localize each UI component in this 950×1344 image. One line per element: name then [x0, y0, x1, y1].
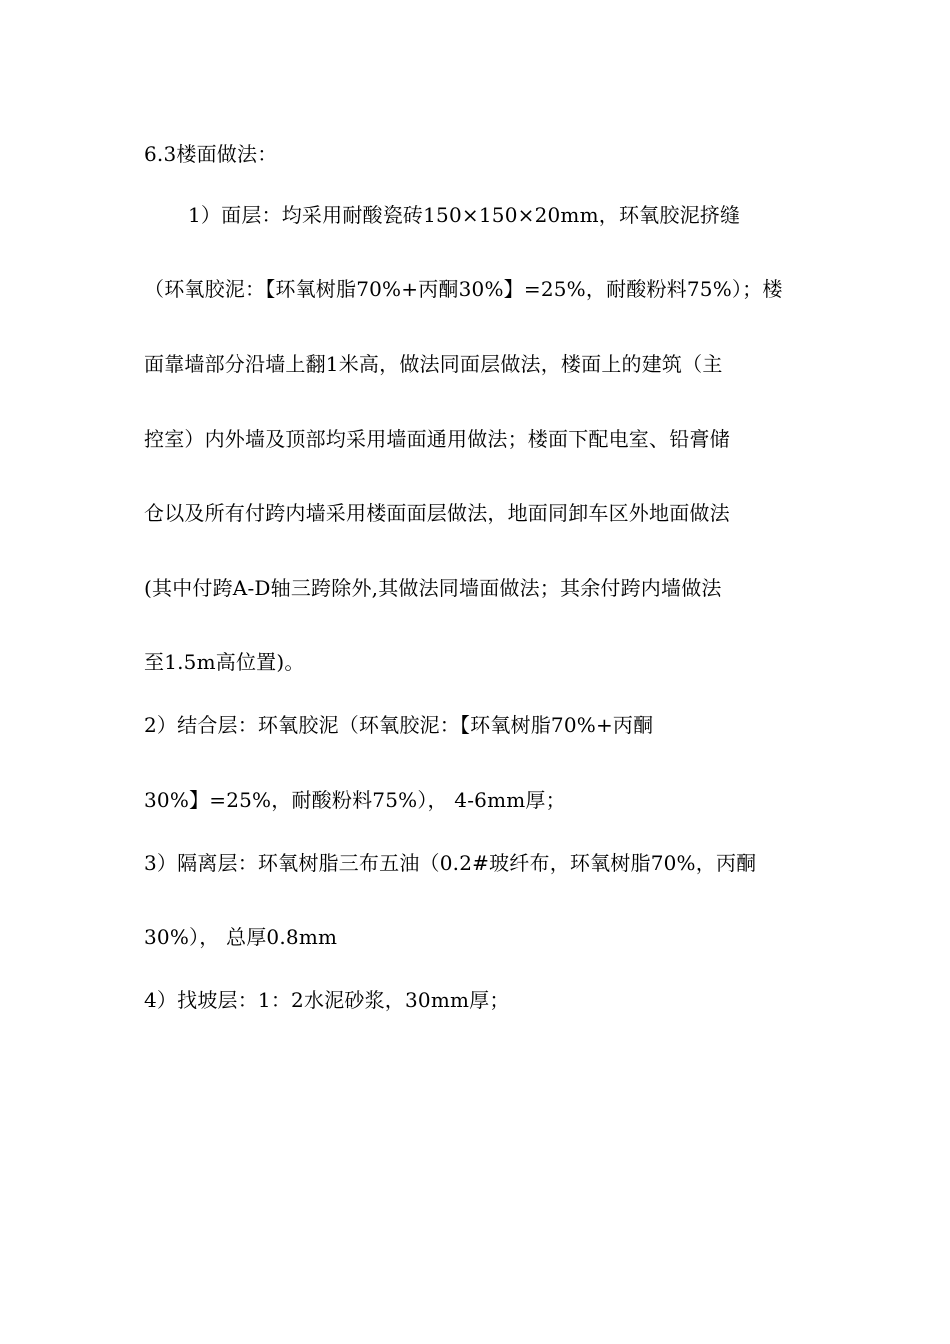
- list-item-continuation: 30%）， 总厚0.8mm: [144, 925, 338, 949]
- paragraph-line: （环氧胶泥：【环氧树脂70%+丙酮30%】=25%，耐酸粉料75%）；楼: [144, 277, 783, 301]
- list-item-continuation: 30%】=25%，耐酸粉料75%）， 4-6mm厚；: [144, 788, 566, 812]
- paragraph-line: 至1.5m高位置)。: [144, 650, 305, 674]
- list-item: 3）隔离层：环氧树脂三布五油（0.2#玻纤布，环氧树脂70%，丙酮: [144, 851, 757, 875]
- paragraph-line: 1）面层：均采用耐酸瓷砖150×150×20mm，环氧胶泥挤缝: [188, 203, 741, 227]
- section-heading: 6.3楼面做法：: [144, 142, 278, 166]
- list-item: 4）找坡层：1：2水泥砂浆，30mm厚；: [144, 988, 510, 1012]
- paragraph-line: (其中付跨A-D轴三跨除外,其做法同墙面做法；其余付跨内墙做法: [144, 576, 722, 600]
- paragraph-line: 面靠墙部分沿墙上翻1米高，做法同面层做法，楼面上的建筑（主: [144, 352, 723, 376]
- paragraph-line: 仓以及所有付跨内墙采用楼面面层做法，地面同卸车区外地面做法: [144, 501, 730, 525]
- list-item: 2）结合层：环氧胶泥（环氧胶泥：【环氧树脂70%+丙酮: [144, 713, 654, 737]
- paragraph-line: 控室）内外墙及顶部均采用墙面通用做法；楼面下配电室、铅膏储: [144, 427, 730, 451]
